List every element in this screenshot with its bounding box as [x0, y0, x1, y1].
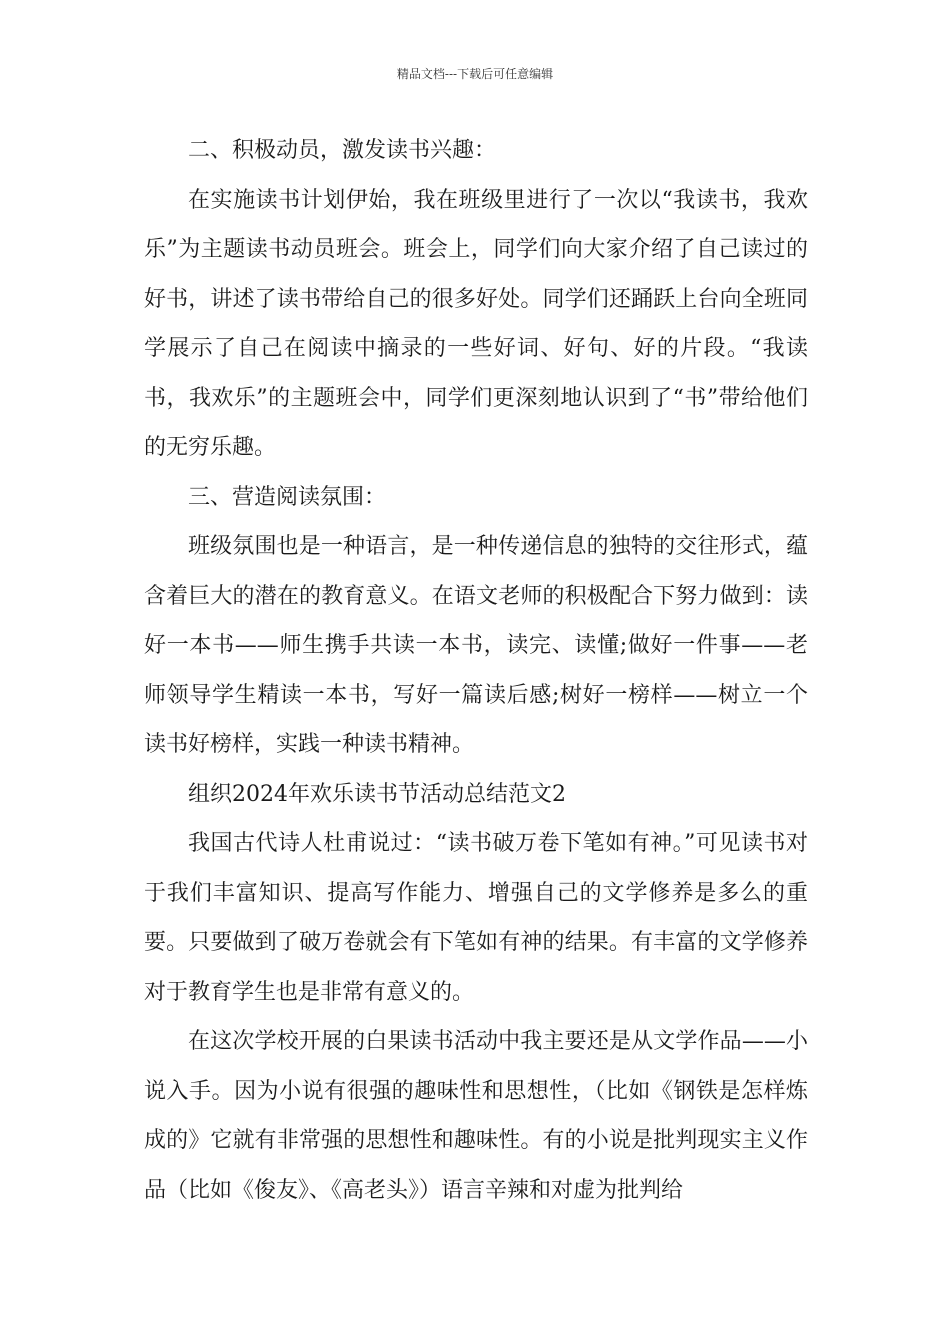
paragraph-dufu-quote: 我国古代诗人杜甫说过：“读书破万卷下笔如有神。”可见读书对于我们丰富知识、提高写作能力、增强自己的文学修养是多么的重要。只要做到了破万卷就会有下笔如有神的结果。有丰富的文学修养对于教育学生也是非常有意义的。 [144, 831, 808, 1005]
page-header: 精品文档---下载后可任意编辑 [396, 67, 554, 81]
section-heading-mobilize: 二、积极动员，激发读书兴趣： [188, 138, 497, 163]
paragraph-reading-plan: 在实施读书计划伊始，我在班级里进行了一次以“我读书，我欢乐”为主题读书动员班会。班会上，同学们向大家介绍了自己读过的好书，讲述了读书带给自己的很多好处。同学们还踊跃上台向全班同学展示了自己在阅读中摘录的一些好词、好句、好的片段。“我读书，我欢乐”的主题班会中，同学们更深刻地认识到了“书”带给他们的无穷乐趣。 [144, 187, 808, 460]
paragraph-novels: 在这次学校开展的白果读书活动中我主要还是从文学作品——小说入手。因为小说有很强的趣味性和思想性，（比如《钢铁是怎样炼成的》它就有非常强的思想性和趣味性。有的小说是批判现实主义作品（比如《俊友》、《高老头》）语言辛辣和对虚为批判给 [144, 1029, 808, 1203]
section-heading-atmosphere: 三、营造阅读氛围： [188, 484, 387, 510]
paragraph-class-atmosphere: 班级氛围也是一种语言，是一种传递信息的独特的交往形式，蕴含着巨大的潜在的教育意义。在语文老师的积极配合下努力做到：读好一本书——师生携手共读一本书，读完、读懂;做好一件事——老师领导学生精读一本书，写好一篇读后感;树好一榜样——树立一个读书好榜样，实践一种读书精神。 [144, 534, 808, 757]
document-body [144, 126, 808, 1215]
article-title-2: 组织2024年欢乐读书节活动总结范文2 [188, 781, 566, 807]
